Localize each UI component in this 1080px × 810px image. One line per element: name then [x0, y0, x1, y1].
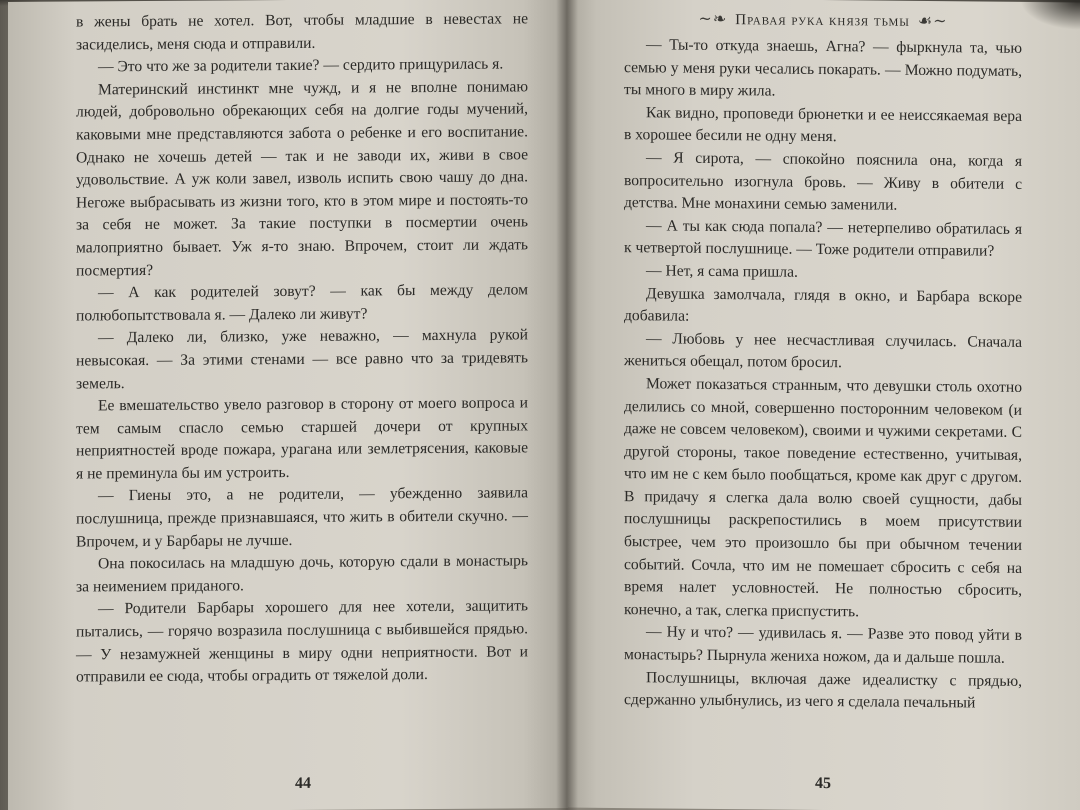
paragraph: Материнский инстинкт мне чужд, и я не вполне понимаю людей, добровольно обрекающих себя на долгие годы мучений, каковыми мне представляются забота о ребенке и его воспитание. Однако не хочешь детей — так и не заводи их, живи в свое удовольствие. А уж коли завел, изволь испить свою чашу до дна. Негоже выбрасывать из жизни того, кто в этом мире и постоять-то за себя не может. За такие поступки в посмертии очень малоприятно бывает. Уж я-то знаю. Впрочем, стоит ли ждать посмертия?: [76, 78, 528, 280]
paragraph: — Ну и что? — удивилась я. — Разве это повод уйти в монастырь? Пырнула жениха ножом, да и дальше пошла.: [624, 623, 1022, 667]
page-number-left: 44: [295, 775, 311, 793]
paragraph: Она покосилась на младшую дочь, которую сдали в монастырь за неимением приданого.: [76, 552, 528, 596]
paragraph: — Это что же за родители такие? — сердито прищурилась я.: [98, 55, 504, 76]
paragraph: — Нет, я сама пришла.: [646, 262, 798, 281]
left-page-text: [76, 8, 528, 689]
paragraph: — Далеко ли, близко, уже неважно, — махнула рукой невысокая. — За этими стенами — все равно что за тридевять земель.: [76, 326, 528, 392]
flourish-left-icon: ∼❧: [698, 10, 728, 28]
flourish-right-icon: ☙∼: [917, 12, 948, 30]
page-number-right: 45: [815, 775, 831, 793]
paragraph: — Гиены это, а не родители, — убежденно заявила послушница, прежде признавшаяся, что жить в обители скучно. — Впрочем, и у Барбары не лучше.: [76, 484, 528, 551]
paragraph: Как видно, проповеди брюнетки и ее неиссякаемая вера в хорошее бесили не одну меня.: [624, 104, 1022, 146]
left-page: [8, 0, 568, 810]
paragraph: Может показаться странным, что девушки столь охотно делились со мной, совершенно посторонним человеком (и даже не совсем человеком), своими и чужими секретами. С другой стороны, такое поведение естественно, учитывая, что им не с кем было пообщаться, кроме как друг с другом. В придачу я слегка дала волю своей сущности, дабы послушницы раскрепостились в моем присутствии быстрее, чем это произошло бы при обычном течении событий. Сочла, что им не помешает сбросить с себя на время налет условностей. Не полностью сбросить, конечно, а так, слегка приспустить.: [624, 375, 1022, 621]
paragraph: Послушницы, включая даже идеалистку с прядью, сдержанно улыбнулись, из чего я сделала печальный: [624, 668, 1022, 712]
paragraph: — А как родителей зовут? — как бы между делом полюбопытствовала я. — Далеко ли живут?: [76, 281, 528, 325]
paragraph: Ее вмешательство увело разговор в сторону от моего вопроса и тем самым спасло семью старшей дочери от крупных неприятностей вроде пожара, урагана или землетрясения, каковые я не преминула бы им устроить.: [76, 394, 528, 483]
background-corner: [1020, 0, 1080, 30]
paragraph: — Ты-то откуда знаешь, Агна? — фыркнула та, чью семью у меня руки чесались покарать. — Можно подумать, ты много в миру жила.: [624, 36, 1022, 100]
paragraph: в жены брать не хотел. Вот, чтобы младшие в невестах не засиделись, меня сюда и отправили.: [76, 10, 528, 54]
paragraph: — Я сирота, — спокойно пояснила она, когда я вопросительно изогнула бровь. — Живу в обители с детства. Мне монахини семью заменили.: [624, 149, 1022, 214]
paragraph: — Родители Барбары хорошего для нее хотели, защитить пытались, — горячо возразила послушница с выбившейся прядью. — У незамужней женщины в миру одни неприятности. Вот и отправили ее сюда, чтобы оградить от тяжелой доли.: [76, 597, 528, 686]
running-head-title: Правая рука князя тьмы: [735, 11, 910, 30]
book-gutter: [556, 0, 578, 810]
paragraph: Девушка замолчала, глядя в окно, и Барбара вскоре добавила:: [624, 284, 1022, 325]
paragraph: — А ты как сюда попала? — нетерпеливо обратилась я к четвертой послушнице. — Тоже родители отправили?: [624, 217, 1022, 260]
paragraph: — Любовь у нее несчастливая случилась. Сначала жениться обещал, потом бросил.: [624, 330, 1022, 372]
right-page-text: [624, 34, 1022, 716]
right-page: [566, 0, 1080, 810]
running-head: [624, 8, 1022, 34]
